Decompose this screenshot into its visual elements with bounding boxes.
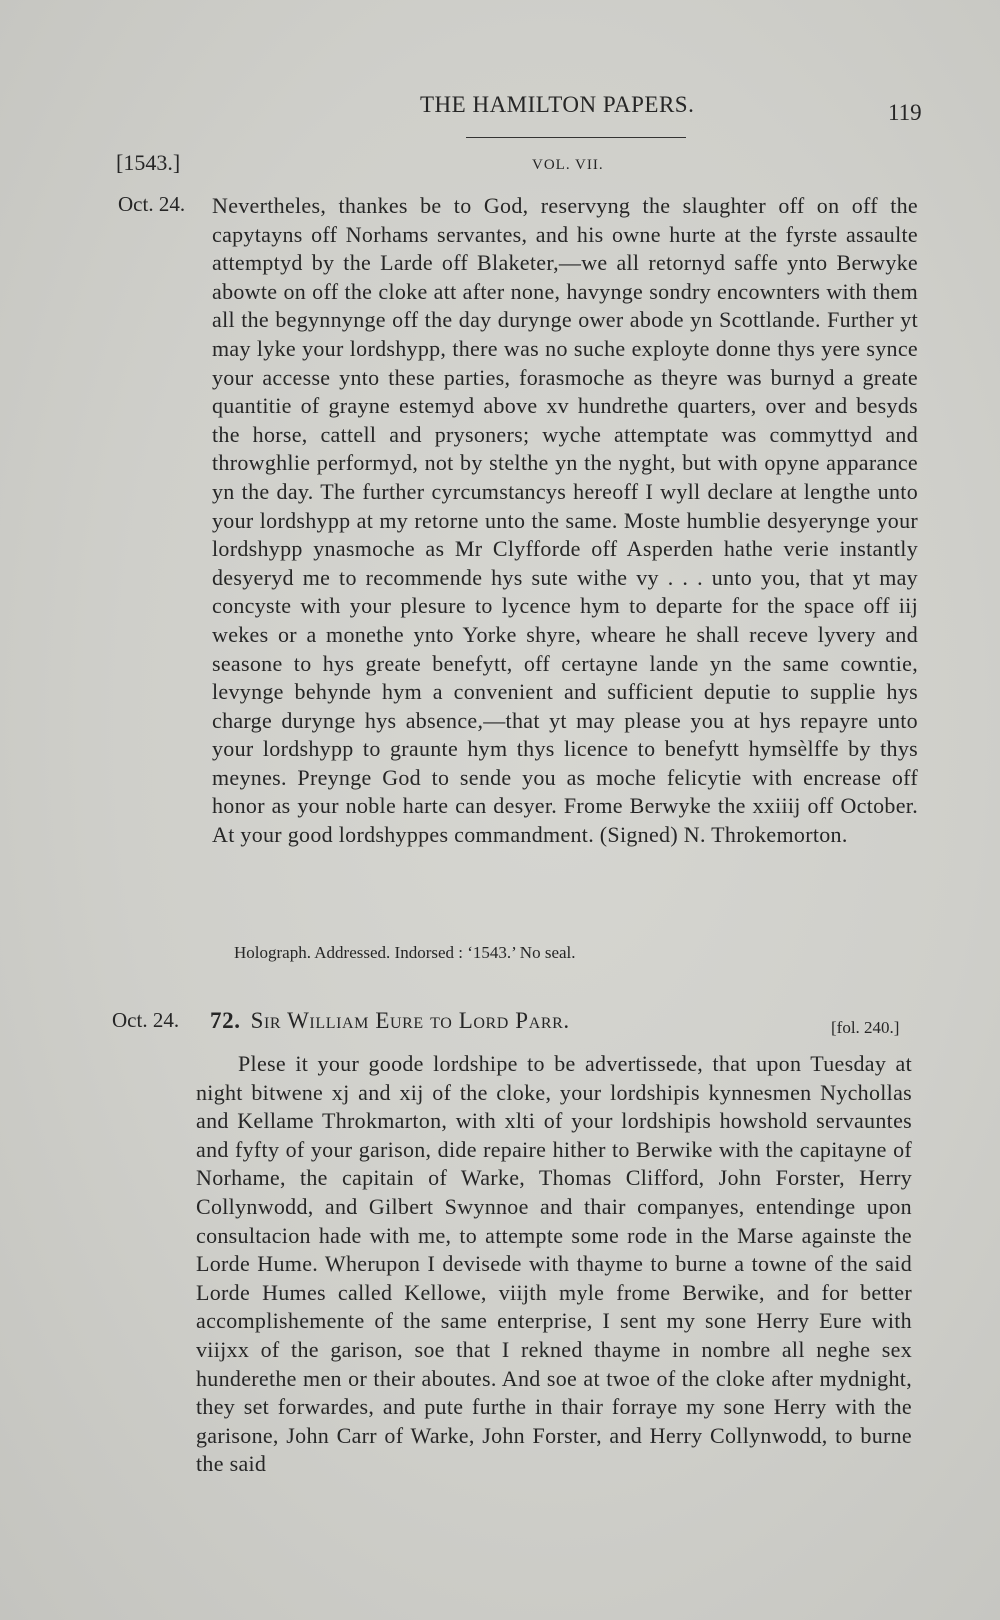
letter-body: Nevertheles, thankes be to God, reservyng the slaughter off on off the capytayns off Norhams servantes, and his owne hurte at the fyrste assaulte attemptyd by the Larde off Blaketer,—we all retornyd saffe ynto Berwyke abowte on off the cloke att after none, havynge sondry encownters with them all the begynnynge off the day durynge ower abode yn Scottlande. Further yt may lyke your lordshypp, there was no suche exployte donne thys yere synce your accesse ynto these parties, forasmoche as theyre was burnyd a greate quantitie of grayne estemyd above xv hundrethe quarters, over and besyds the horse, cattell and prysoners; wyche attemptate was commyttyd and throwghlie performyd, not by stelthe yn the nyght, but with opyne apparance yn the day. The further cyrcumstancys hereoff I wyll declare at lengthe unto your lordshypp at my retorne unto the same. Moste humblie desyerynge your lordshypp ynasmoche as Mr Clyfforde off Asperden hathe verie instantly desyeryd me to recommende hys sute withe vy . . . unto you, that yt may concyste with your plesure to lycence hym to departe for the space off iij wekes or a monethe ynto Yorke shyre, wheare he shall receve lyvery and seasone to hys greate benefytt, off certayne lande yn the same cowntie, levynge behynde hym a convenient and sufficient deputie to supplie hys charge durynge hys absence,—that yt may please you at hys repayre unto your lordshypp to graunte hym thys licence to benefytt hymsèlffe by thys meynes. Preynge God to sende you as moche felicytie with encrease off honor as your noble harte can desyer. Frome Berwyke the xxiiij off October. At your good lordshyppes commandment. (Signed) N. Throkemorton. bbox=[212, 193, 918, 848]
document-heading bbox=[210, 1008, 570, 1034]
document-number: 72. bbox=[210, 1008, 241, 1033]
volume-label: VOL. VII. bbox=[532, 157, 604, 173]
document-title: Sir William Eure to Lord Parr. bbox=[250, 1008, 570, 1033]
folio-reference: [fol. 240.] bbox=[831, 1018, 900, 1037]
letter-body: Plese it your goode lordshipe to be advertissede, that upon Tuesday at night bitwene xj and xij of the cloke, your lordshipis kynnesmen Nychollas and Kellame Throkmarton, with xlti of your lordshipis howshold servauntes and fyfty of your garison, dide repaire hither to Berwike with the capitayne of Norhame, the capitain of Warke, Thomas Clifford, John Forster, Herry Collynwodd, and Gilbert Swynnoe and thair companyes, entendinge upon consultacion hade with me, to attempte some rode in the Marse againste the Lorde Hume. Wherupon I devisede with thayme to burne a towne of the said Lorde Humes called Kellowe, viijth myle frome Berwike, and for better accomplishemente of the same enterprise, I sent my sone Herry Eure with viijxx of the garison, soe that I rekned thayme in nombre all neghe sex hunderethe men or their aboutes. And soe at twoe of the cloke after mydnight, they set forwardes, and pute furthe in thair forraye my sone Herry with the garisone, John Carr of Warke, John Forster, and Herry Collynwodd, to burne the said bbox=[196, 1051, 912, 1477]
year-bracket: [1543.] bbox=[116, 150, 181, 175]
archival-note: Holograph. Addressed. Indorsed : ‘1543.’ No seal. bbox=[234, 943, 576, 962]
running-title: THE HAMILTON PAPERS. bbox=[420, 92, 695, 117]
title-rule bbox=[466, 137, 686, 138]
entry-date: Oct. 24. bbox=[112, 1008, 180, 1032]
entry-date: Oct. 24. bbox=[118, 192, 186, 216]
page-number: 119 bbox=[888, 100, 922, 125]
